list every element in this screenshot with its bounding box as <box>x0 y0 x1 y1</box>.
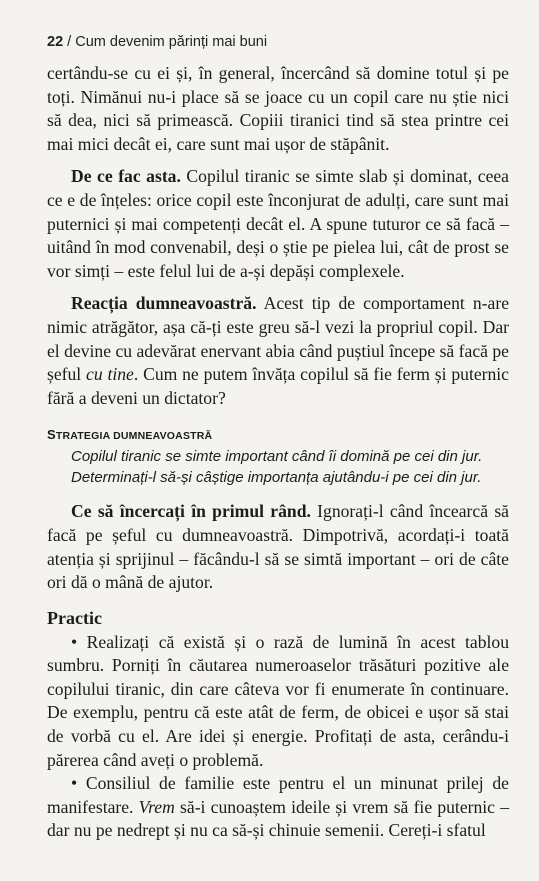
header-separator: / <box>67 34 72 50</box>
bullet-item-2 <box>47 772 509 843</box>
paragraph-reaction-text-1: Acest tip de comportament n-are nimic atrăgător, așa că-ți este greu să-l vezi la propriul copil. Dar el devine cu adevărat enervant abia când puștiul începe să facă pe șeful <box>47 293 509 385</box>
strategy-heading-rest: TRATEGIA DUMNEAVOASTRĂ <box>55 430 213 443</box>
paragraph-reaction <box>47 292 509 410</box>
paragraph-reaction-italic: cu tine <box>86 364 134 385</box>
strategy-text <box>47 446 509 488</box>
paragraph-why-lead: De ce fac asta. <box>71 166 181 187</box>
paragraph-first-try-text: Ignorați-l când încearcă să facă pe șeful cu dumneavoastră. Dimpotrivă, acordați-i toată atenția și sprijinul – făcându-l să se simtă important – ori de câte ori dă o mână de ajutor. <box>47 501 509 593</box>
strategy-line-1: Copilul tiranic se simte important când îi domină pe cei din jur. <box>71 448 483 466</box>
strategy-line-2: Determinați-l să-și câștige importanța ajutându-i pe cei din jur. <box>71 469 482 487</box>
paragraph-first-try-lead: Ce să încercați în primul rând. <box>71 501 311 522</box>
strategy-heading-initial: S <box>47 427 56 443</box>
bullet-item-2-text-a: • Consiliul de familie este pentru el un minunat prilej de manifestare. <box>47 773 509 817</box>
bullet-item-2-text-b: să-i cunoaștem ideile și vrem să fie puternic – dar nu pe nedrept și nu ca să-și chinuie semenii. Cereți-i sfatul <box>47 796 509 841</box>
paragraph-first-try <box>47 500 509 594</box>
bullet-item-2-italic: Vrem <box>138 796 175 817</box>
page-number: 22 <box>47 34 64 50</box>
strategy-heading <box>47 427 509 442</box>
paragraph-continuation: certându-se cu ei și, în general, încercând să domine totul și pe toți. Nimănui nu-i place să se joace cu un copil care nu știe nici să dea, nici să primească. Copiii tiranici tind să stea printre cei mai mici decât ei, care sunt mai ușor de stăpânit. <box>47 63 509 154</box>
paragraph-why <box>47 165 509 283</box>
paragraph-why-text: Copilul tiranic se simte slab și dominat, ceea ce e de înțeles: orice copil este înconjurat de adulți, care sunt mai puternici și mai competenți decât el. A spune tuturor ce să facă – uitând în mod convenabil, deși o știe pe pielea lui, cât de prost se vor simți – este felul lui de a-și depăși complexele. <box>47 166 509 281</box>
book-title: Cum devenim părinți mai buni <box>75 34 268 50</box>
practic-heading: Practic <box>47 607 102 628</box>
page-header <box>47 34 509 50</box>
paragraph-reaction-lead: Reacția dumneavoastră. <box>71 293 257 314</box>
bullet-item-1: • Realizați că există și o rază de lumină în acest tablou sumbru. Porniți în căutarea numeroaselor trăsături pozitive ale copilului tiranic, din care câteva vor fi enumerate în continuare. De exemplu, pentru că este atât de ferm, de obicei e ușor să stai de vorbă cu el. Are idei și energie. Profitați de asta, cerându-i părerea când aveți o problemă. <box>47 631 509 770</box>
paragraph-reaction-text-2: . Cum ne putem învăța copilul să fie ferm și puternic fără a deveni un dictator? <box>47 364 509 408</box>
